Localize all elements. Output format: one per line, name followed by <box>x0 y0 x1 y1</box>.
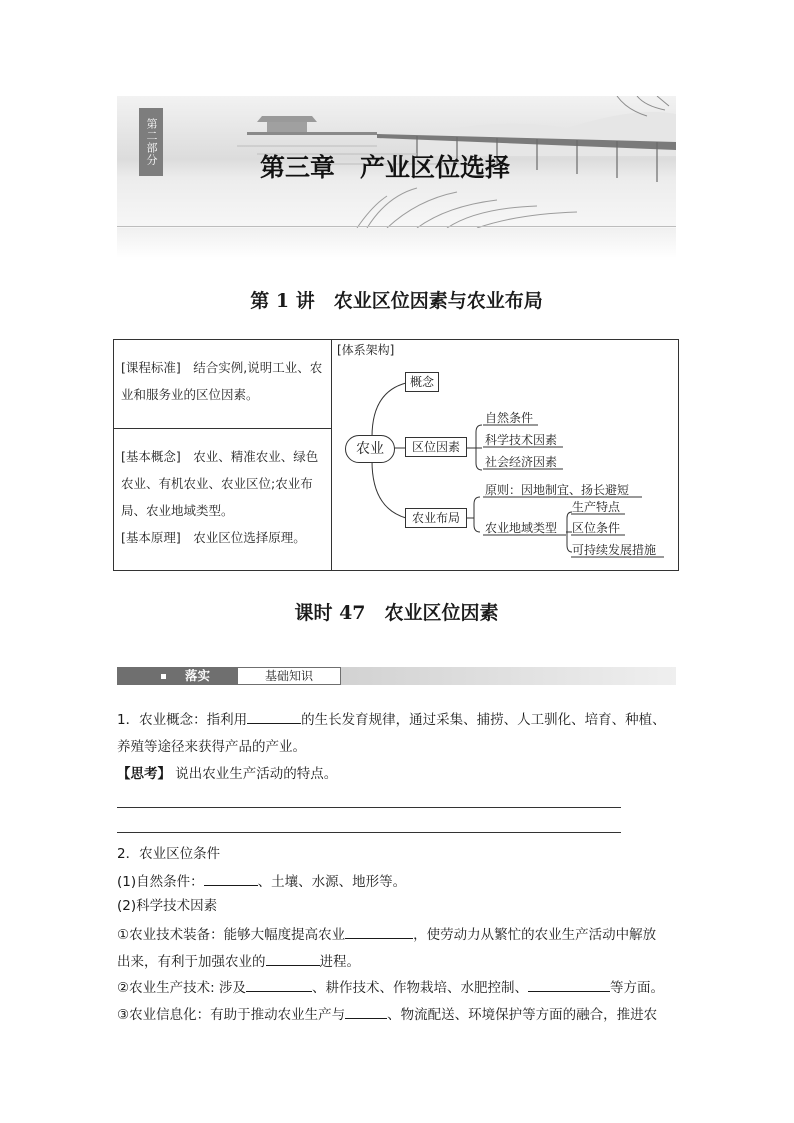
leaf-principle: 原则：因地制宜、扬长避短 <box>485 483 630 497</box>
section-tag-label: 落实 <box>185 668 211 683</box>
fill-blank[interactable] <box>345 1004 387 1019</box>
chapter-title: 第三章 产业区位选择 <box>260 153 511 182</box>
leaf-region-types: 农业地域类型 <box>485 521 558 535</box>
lesson-title: 课时 47 农业区位因素 <box>294 602 499 624</box>
fill-blank[interactable] <box>247 709 301 724</box>
tech-factors-heading: (2)科学技术因素 <box>117 898 218 914</box>
node-location-factors: 区位因素 <box>405 437 467 457</box>
basic-principles: [基本原理] 农业区位选择原理。 <box>121 530 306 545</box>
leaf-sustainable-measures: 可持续发展措施 <box>572 543 657 557</box>
lecture-title: 第 1 讲 农业区位因素与农业布局 <box>250 290 543 312</box>
leaf-natural-conditions: 自然条件 <box>485 411 534 425</box>
node-concept: 概念 <box>405 372 439 392</box>
fill-blank[interactable] <box>246 977 312 992</box>
paragraph-1-line-2: 养殖等途径来获得产品的产业。 <box>117 739 306 755</box>
framework-label: [体系架构] <box>337 343 395 357</box>
course-standard: [课程标准] 结合实例,说明工业、农业和服务业的区位因素。 <box>121 360 323 402</box>
part-label: 第二部分 <box>145 118 158 166</box>
fill-blank[interactable] <box>266 951 320 966</box>
tech-equipment-line-2: 出来，有利于加强农业的 进程。 <box>117 951 683 971</box>
node-agri-layout: 农业布局 <box>405 508 467 528</box>
answer-line-2[interactable] <box>117 832 621 833</box>
think-tag: 【思考】 <box>117 766 171 782</box>
leaf-socioeconomic-factors: 社会经济因素 <box>485 455 558 469</box>
leaf-tech-factors: 科学技术因素 <box>485 433 558 447</box>
mind-map-root: 农业 <box>345 435 395 463</box>
tech-equipment-line-1: ①农业技术装备：能够大幅度提高农业 ，使劳动力从繁忙的农业生产活动中解放 <box>117 924 683 944</box>
informatization-line: ③农业信息化：有助于推动农业生产与 、物流配送、环境保护等方面的融合，推进农 <box>117 1004 683 1024</box>
natural-conditions-line: (1)自然条件： 、土壤、水源、地形等。 <box>117 871 683 891</box>
paragraph-2-title: 2．农业区位条件 <box>117 846 221 862</box>
leaf-production-features: 生产特点 <box>572 500 621 514</box>
leaf-location-conditions: 区位条件 <box>572 521 621 535</box>
fill-blank[interactable] <box>204 871 258 886</box>
section-subtitle: 基础知识 <box>237 667 341 685</box>
think-prompt <box>117 765 683 783</box>
fill-blank[interactable] <box>528 977 610 992</box>
section-tag <box>117 667 237 685</box>
answer-line-1[interactable] <box>117 807 621 808</box>
square-bullet-icon <box>161 674 166 679</box>
fill-blank[interactable] <box>345 924 413 939</box>
paragraph-1-line-1: 1．农业概念：指利用 的生长发育规律，通过采集、捕捞、人工驯化、培育、种植、 <box>117 709 683 729</box>
production-tech-line: ②农业生产技术: 涉及 、耕作技术、作物栽培、水肥控制、 等方面。 <box>117 977 683 997</box>
basic-concepts: [基本概念] 农业、精准农业、绿色农业、有机农业、农业区位;农业布局、农业地域类型。 <box>121 449 319 518</box>
think-text: 说出农业生产活动的特点。 <box>175 766 338 782</box>
